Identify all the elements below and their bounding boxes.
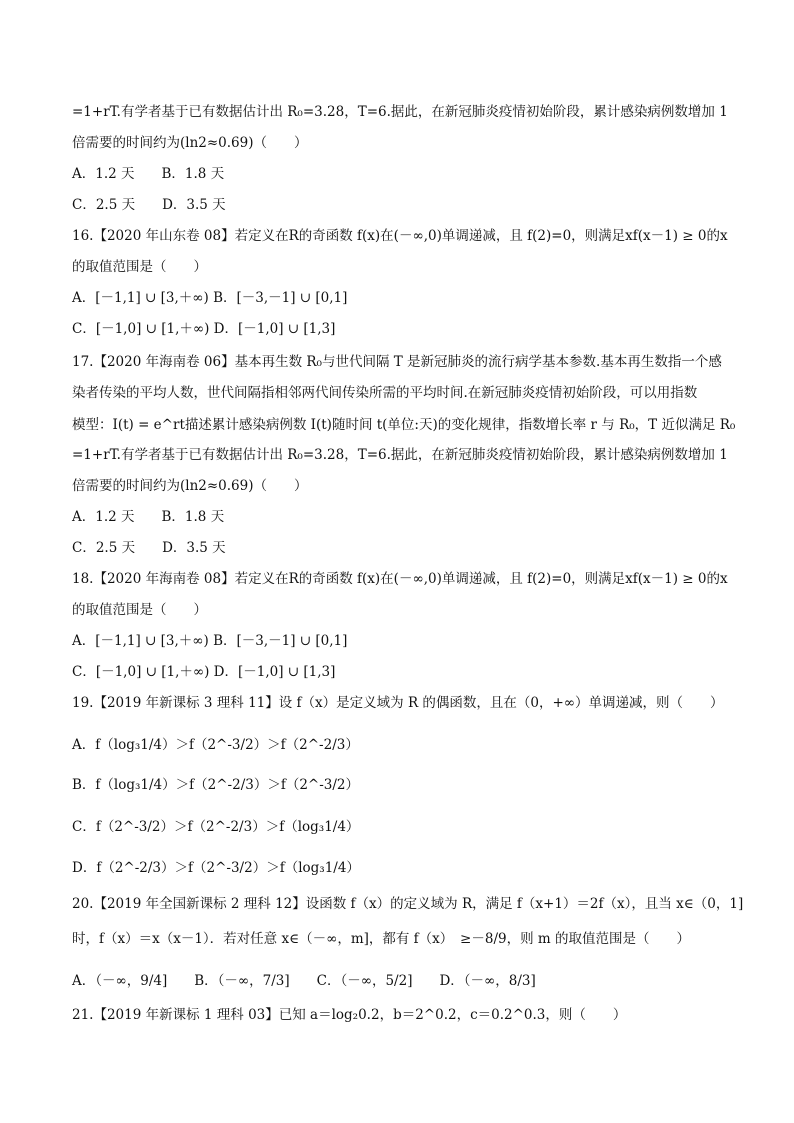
option-line: C．2.5 天 D．3.5 天 — [72, 540, 226, 556]
option-line: C．[－1,0] ∪ [1,＋∞) D．[－1,0] ∪ [1,3] — [72, 664, 336, 680]
option-line: A．f（log₃1/4）＞f（2^-3/2）＞f（2^-2/3） — [72, 737, 359, 753]
question-21: 21.【2019 年新课标 1 理科 03】已知 a＝log₂0.2，b＝2^0.2，c＝0.2^0.3，则（ ） — [72, 1007, 627, 1023]
question-20: 20.【2019 年全国新课标 2 理科 12】设函数 f（x）的定义域为 R，满足 f（x+1）＝2f（x），且当 x∈（0，1] — [72, 896, 744, 912]
option-line: D．f（2^-2/3）＞f（2^-3/2）＞f（log₃1/4） — [72, 860, 360, 876]
text-line: =1+rT.有学者基于已有数据估计出 R₀=3.28，T=6.据此，在新冠肺炎疫情初始阶段，累计感染病例数增加 1 — [72, 104, 728, 120]
option-line: A．1.2 天 B．1.8 天 — [72, 166, 225, 182]
option-line: A．（－∞，9/4] B．（－∞，7/3] C．（－∞，5/2] D．（－∞，8/3] — [72, 973, 536, 989]
text-line: 倍需要的时间约为(ln2≈0.69)（ ） — [72, 135, 308, 151]
option-line: C．f（2^-3/2）＞f（2^-2/3）＞f（log₃1/4） — [72, 819, 360, 835]
option-line: C．[－1,0] ∪ [1,＋∞) D．[－1,0] ∪ [1,3] — [72, 321, 336, 337]
question-18: 18.【2020 年海南卷 08】若定义在R的奇函数 f(x)在(－∞,0)单调递减，且 f(2)=0，则满足xf(x－1) ≥ 0的x — [72, 571, 728, 587]
text-line: 染者传染的平均人数，世代间隔指相邻两代间传染所需的平均时间.在新冠肺炎疫情初始阶段，可以用指数 — [72, 385, 698, 401]
option-line: B．f（log₃1/4）＞f（2^-2/3）＞f（2^-3/2） — [72, 777, 360, 793]
option-line: A．[－1,1] ∪ [3,＋∞) B．[－3,－1] ∪ [0,1] — [72, 633, 348, 649]
question-19: 19.【2019 年新课标 3 理科 11】设 f（x）是定义域为 R 的偶函数，且在（0，+∞）单调递减，则（ ） — [72, 695, 724, 711]
question-17: 17.【2020 年海南卷 06】基本再生数 R₀与世代间隔 T 是新冠肺炎的流行病学基本参数.基本再生数指一个感 — [72, 354, 722, 370]
option-line: A．[－1,1] ∪ [3,＋∞) B．[－3,－1] ∪ [0,1] — [72, 290, 348, 306]
text-line: 的取值范围是（ ） — [72, 259, 207, 275]
text-line: 的取值范围是（ ） — [72, 602, 207, 618]
option-line: C．2.5 天 D．3.5 天 — [72, 197, 226, 213]
text-line: 时，f（x）＝x（x－1）．若对任意 x∈（－∞，m]，都有 f（x） ≥－8/9，则 m 的取值范围是（ ） — [72, 931, 690, 947]
question-16: 16.【2020 年山东卷 08】若定义在R的奇函数 f(x)在(－∞,0)单调递减，且 f(2)=0，则满足xf(x－1) ≥ 0的x — [72, 228, 728, 244]
option-line: A．1.2 天 B．1.8 天 — [72, 509, 225, 525]
text-line: =1+rT.有学者基于已有数据估计出 R₀=3.28，T=6.据此，在新冠肺炎疫情初始阶段，累计感染病例数增加 1 — [72, 447, 728, 463]
text-line: 模型：I(t) = e^rt描述累计感染病例数 I(t)随时间 t(单位:天)的变化规律，指数增长率 r 与 R₀，T 近似满足 R₀ — [72, 417, 736, 433]
text-line: 倍需要的时间约为(ln2≈0.69)（ ） — [72, 478, 308, 494]
